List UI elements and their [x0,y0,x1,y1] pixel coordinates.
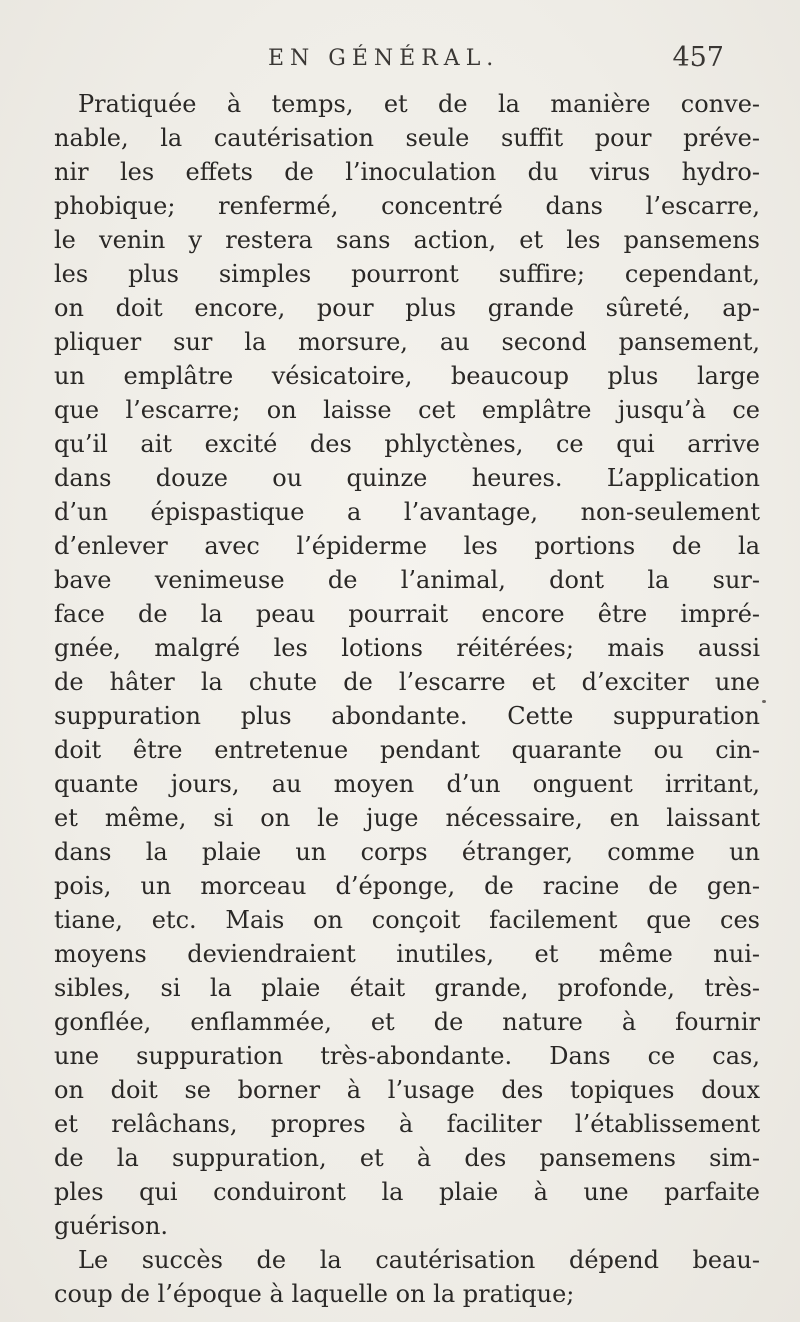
page-number: 457 [672,42,724,73]
text-line: Pratiquée à temps, et de la manière conve- [78,90,760,118]
text-line: tiane, etc. Mais on conçoit facilement que ces [54,906,760,934]
page-header [268,42,728,76]
text-line: moyens deviendraient inutiles, et même nui- [54,940,760,968]
text-line: ples qui conduiront la plaie à une parfaite [54,1178,760,1206]
text-line: suppuration plus abondante. Cette suppuration [54,702,760,730]
text-line: une suppuration très-abondante. Dans ce cas, [54,1042,760,1070]
text-line: doit être entretenue pendant quarante ou cin- [54,736,760,764]
text-line: nir les effets de l’inoculation du virus hydro- [54,158,760,186]
body-text [54,86,760,1306]
text-line: de la suppuration, et à des pansemens sim- [54,1144,760,1172]
text-line: Le succès de la cautérisation dépend beau- [78,1246,760,1274]
text-line: et relâchans, propres à faciliter l’établissement [54,1110,760,1138]
text-line: d’un épispastique a l’avantage, non-seulement [54,498,760,526]
text-line: et même, si on le juge nécessaire, en laissant [54,804,760,832]
text-line: pliquer sur la morsure, au second pansement, [54,328,760,356]
text-line: face de la peau pourrait encore être impré- [54,600,760,628]
text-line: dans douze ou quinze heures. L’application [54,464,760,492]
text-line: dans la plaie un corps étranger, comme un [54,838,760,866]
text-line: phobique; renfermé, concentré dans l’escarre, [54,192,760,220]
text-line: les plus simples pourront suffire; cependant, [54,260,760,288]
text-line: sibles, si la plaie était grande, profonde, très- [54,974,760,1002]
text-line: qu’il ait excité des phlyctènes, ce qui arrive [54,430,760,458]
text-line: nable, la cautérisation seule suffit pour préve- [54,124,760,152]
text-line: pois, un morceau d’éponge, de racine de gen- [54,872,760,900]
text-line: guérison. [54,1212,169,1240]
paper-speck [762,700,766,703]
text-line: un emplâtre vésicatoire, beaucoup plus large [54,362,760,390]
text-line: quante jours, au moyen d’un onguent irritant, [54,770,760,798]
text-line: d’enlever avec l’épiderme les portions de la [54,532,760,560]
text-line: le venin y restera sans action, et les pansemens [54,226,760,254]
text-line: de hâter la chute de l’escarre et d’exciter une [54,668,760,696]
text-line: coup de l’époque à laquelle on la pratique; [54,1280,575,1308]
text-line: gonflée, enflammée, et de nature à fournir [54,1008,760,1036]
text-line: on doit encore, pour plus grande sûreté, ap- [54,294,760,322]
text-line: que l’escarre; on laisse cet emplâtre jusqu’à ce [54,396,760,424]
text-line: gnée, malgré les lotions réitérées; mais aussi [54,634,760,662]
text-line: bave venimeuse de l’animal, dont la sur- [54,566,760,594]
text-line: on doit se borner à l’usage des topiques doux [54,1076,760,1104]
running-head: EN GÉNÉRAL. [268,46,500,71]
